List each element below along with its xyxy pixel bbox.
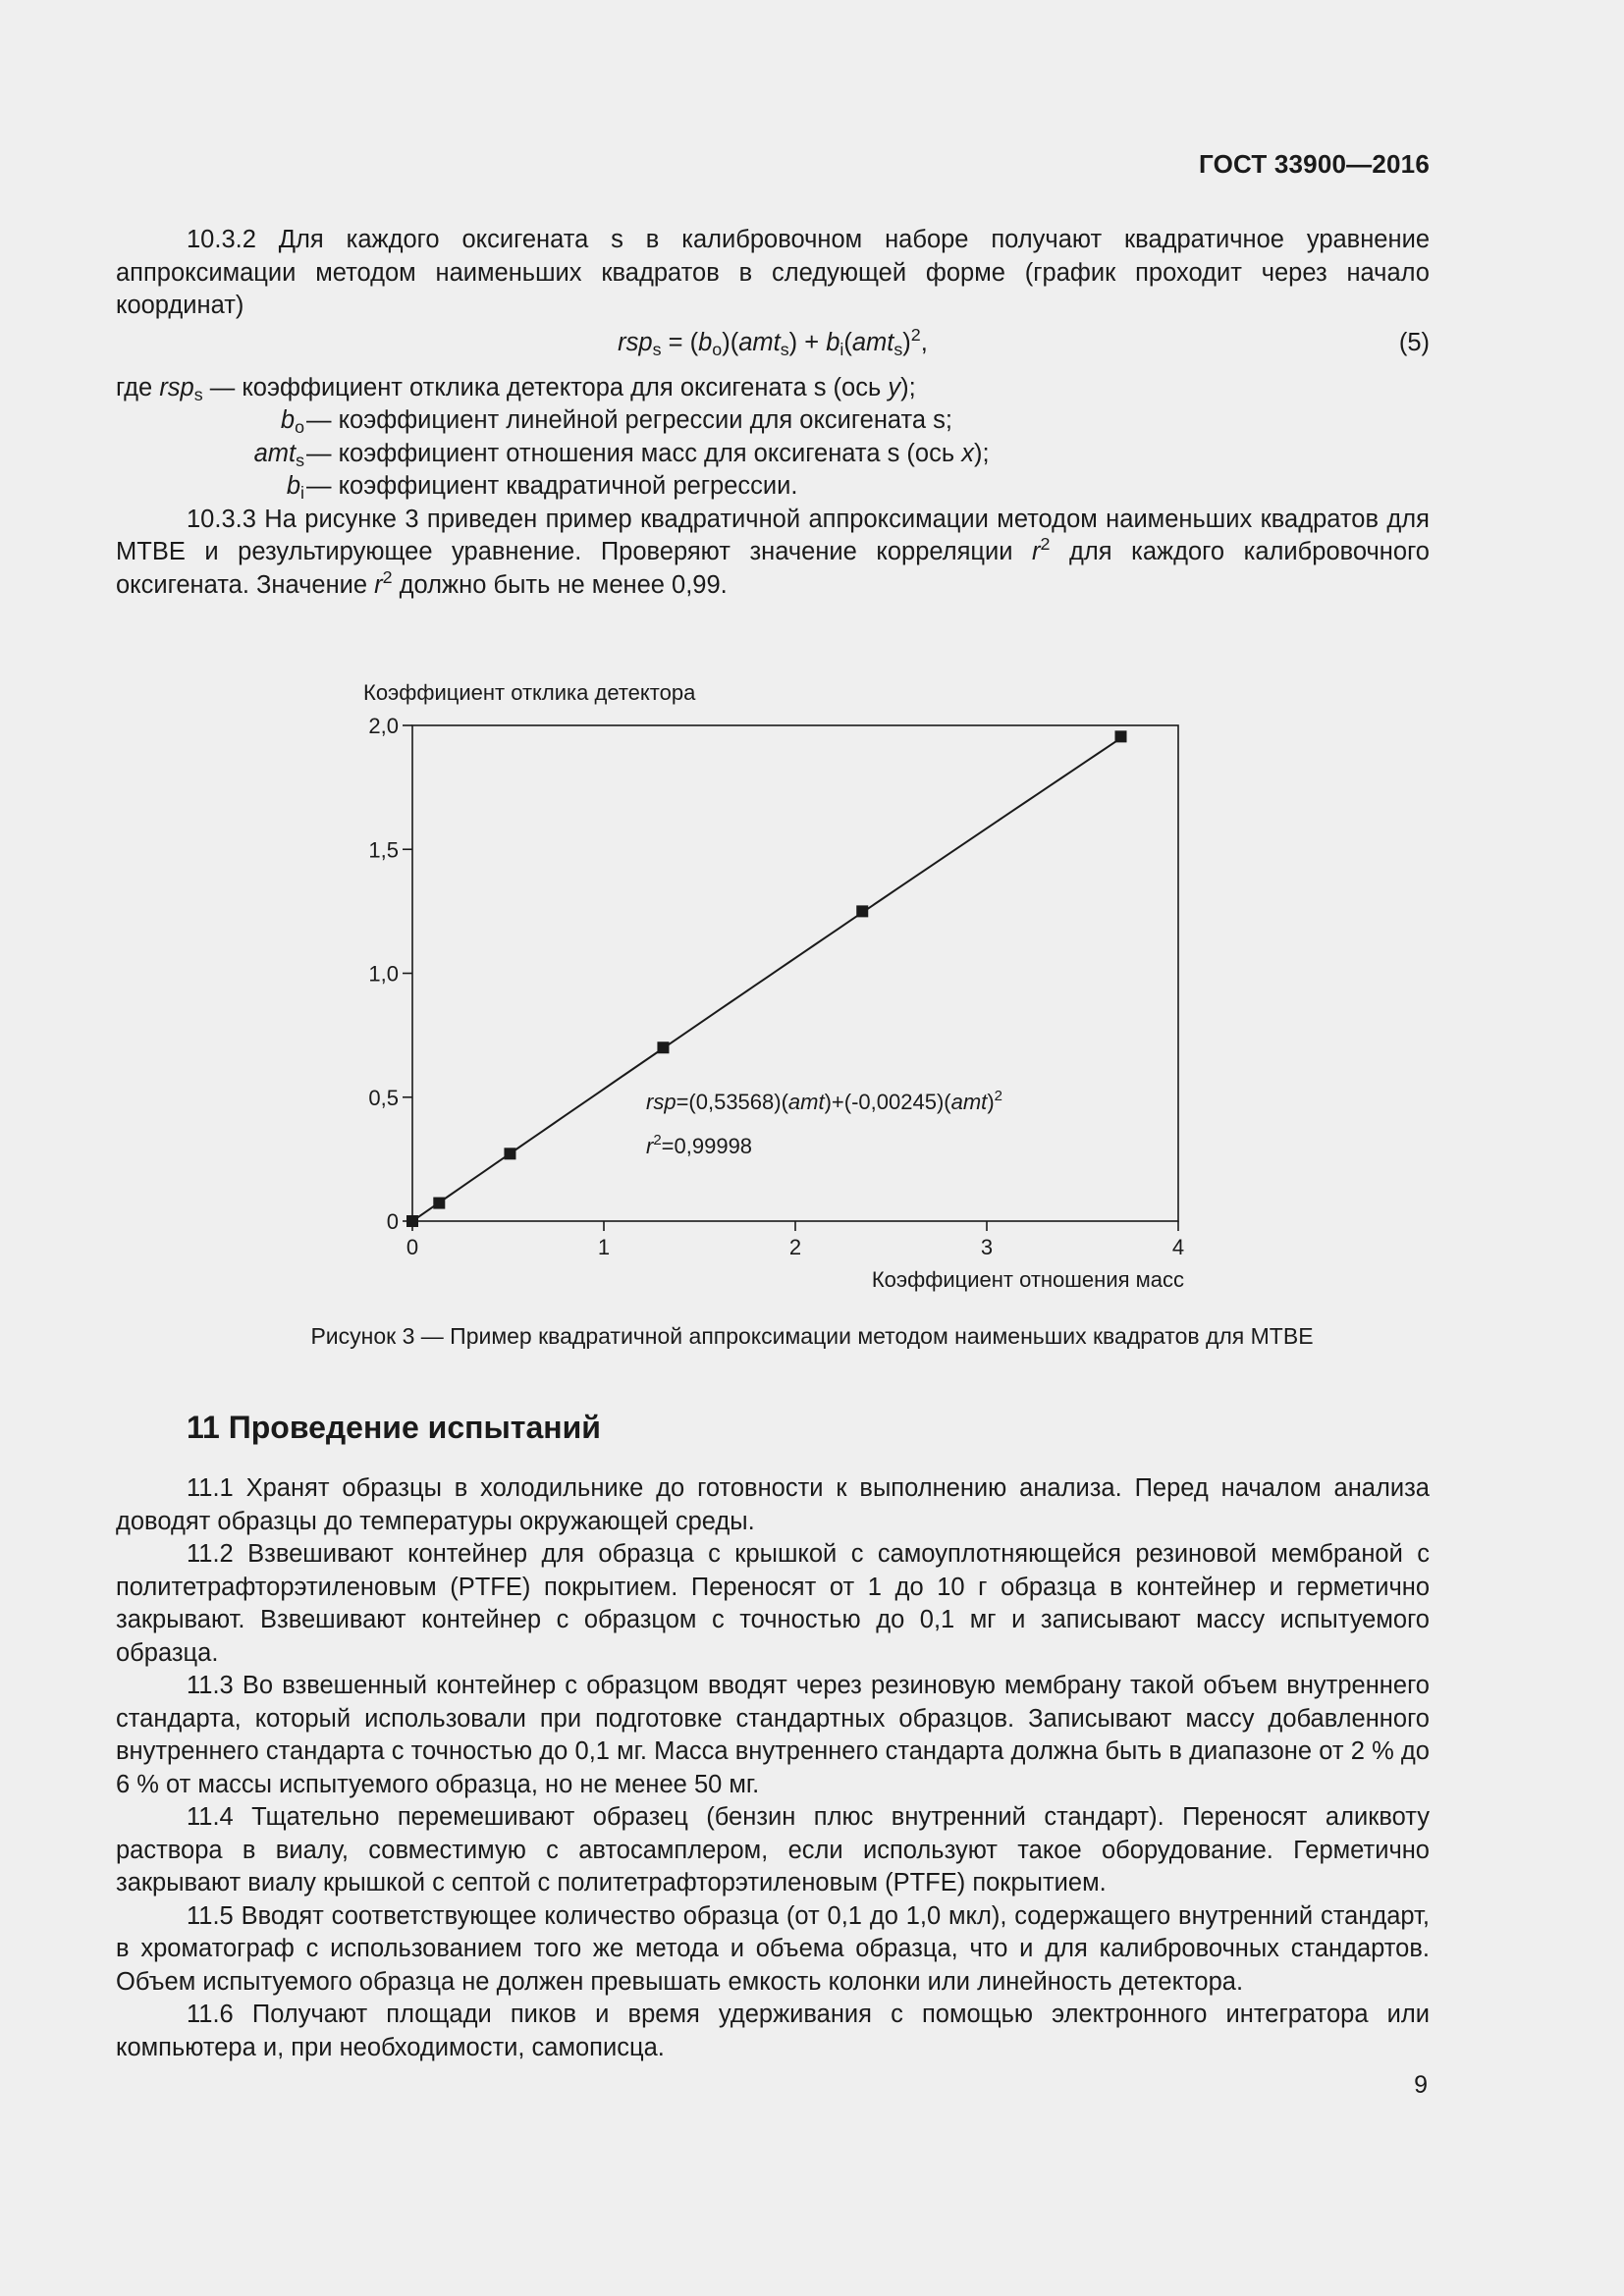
formula-expression: $rsp_s = (b_o)(amt_s) + b_i(amt_s)^2$,: [618, 324, 928, 359]
paragraph-11-2: 11.2 Взвешивают контейнер для образца с крышкой с самоуплотняющейся резиновой мембраной с политетрафторэтиленовым (PTFE) покрытием. Переносят от 1 до 10 г образца в контейнер и герметично закрывают. Взвешивают контейнер с образцом с точностью до 0,1 мг и записывают массу испытуемого образца.: [116, 1540, 1430, 1667]
data-point: [504, 1148, 515, 1159]
x-axis-label: Коэффициент отношения масс: [871, 1267, 1184, 1292]
x-tick-label: 2: [788, 1235, 802, 1259]
x-tick-label: 4: [1171, 1235, 1185, 1259]
paragraph-11-6: 11.6 Получают площади пиков и время удерживания с помощью электронного интегратора или компьютера и, при необходимости, самописца.: [116, 2001, 1430, 2061]
formula-number: (5): [1398, 328, 1430, 356]
figure-3-chart: [353, 671, 1218, 1300]
definition-amt: amt$_s$ — коэффициент отношения масс для оксигената s (ось x);: [253, 439, 990, 470]
r-squared-value: $r^2=0,99998$: [646, 1132, 753, 1158]
variable-definitions: [116, 372, 1430, 504]
y-tick-label: 0,5: [368, 1085, 399, 1110]
regression-line: [412, 738, 1121, 1221]
definition-rsp: где rsp$_s$ — коэффициент отклика детектора для оксигената s (ось y);: [116, 373, 916, 404]
formula-5: [116, 324, 1430, 366]
y-axis-label: Коэффициент отклика детектора: [363, 680, 696, 705]
plot-frame: [412, 725, 1178, 1221]
data-point: [433, 1198, 445, 1209]
x-tick-label: 0: [406, 1235, 419, 1259]
y-tick-label: 1,5: [368, 837, 399, 863]
definition-bo: $b_o$ — коэффициент линейной регрессии для оксигената s;: [280, 406, 953, 437]
paragraph-11-5: 11.5 Вводят соответствующее количество образца (от 0,1 до 1,0 мкл), содержащего внутренний стандарт, в хроматограф с использованием того же метода и объема образца, что и для калибровочных стандартов. Объем испытуемого образца не должен превышать емкость колонки или линейность детектора.: [116, 1901, 1430, 1996]
chart-svg: [353, 671, 1218, 1300]
x-tick-label: 3: [980, 1235, 994, 1259]
page-number: 9: [1414, 2071, 1428, 2099]
paragraph-11-4: 11.4 Тщательно перемешивают образец (бензин плюс внутренний стандарт). Переносят аликвоту раствора в виалу, совместимую с автосамплером, если используют такое оборудование. Герметично закрывают виалу крышкой с септой с политетрафторэтиленовым (PTFE) покрытием.: [116, 1803, 1430, 1896]
section-11-text: [116, 1472, 1430, 2064]
data-point: [1115, 730, 1127, 742]
paragraph-10-3-3: 10.3.3 На рисунке 3 приведен пример квадратичной аппроксимации методом наименьших квадратов для MTBE и результирующее уравнение. Проверяют значение корреляции $r^2$ для каждого калибровочного оксигената. Значение $r^2$ должно быть не менее 0,99.: [116, 505, 1430, 599]
section-11-title: 11 Проведение испытаний: [187, 1410, 601, 1445]
paragraph-11-1: 11.1 Хранят образцы в холодильнике до готовности к выполнению анализа. Перед началом анализа доводят образцы до температуры окружающей среды.: [116, 1474, 1430, 1535]
definition-bi: $b_i$ — коэффициент квадратичной регрессии.: [286, 472, 798, 503]
data-point: [856, 905, 868, 917]
y-tick-label: 0: [386, 1209, 399, 1234]
paragraph-11-3: 11.3 Во взвешенный контейнер с образцом вводят через резиновую мембрану такой объем внутреннего стандарта, который использовали при подготовке стандартных образцов. Записывают массу добавленного внутреннего стандарта с точностью до 0,1 мг. Масса внутреннего стандарта должна быть в диапазоне от 2 % до 6 % от массы испытуемого образца, но не менее 50 мг.: [116, 1672, 1430, 1798]
paragraph-10-3-2: 10.3.2 Для каждого оксигената s в калибровочном наборе получают квадратичное уравнение аппроксимации методом наименьших квадратов в следующей форме (график проходит через начало координат): [116, 226, 1430, 319]
y-tick-label: 1,0: [368, 961, 399, 987]
data-point: [657, 1041, 669, 1053]
x-tick-label: 1: [597, 1235, 611, 1259]
figure-caption: Рисунок 3 — Пример квадратичной аппроксимации методом наименьших квадратов для MTBE: [310, 1323, 1314, 1349]
regression-equation: rsp=(0,53568)(amt)+(-0,00245)(amt)$^2$: [646, 1088, 1002, 1114]
document-id-header: ГОСТ 33900—2016: [1199, 149, 1430, 179]
y-tick-label: 2,0: [368, 714, 399, 738]
data-point: [406, 1215, 418, 1227]
section-10-3-text: [116, 224, 1430, 602]
